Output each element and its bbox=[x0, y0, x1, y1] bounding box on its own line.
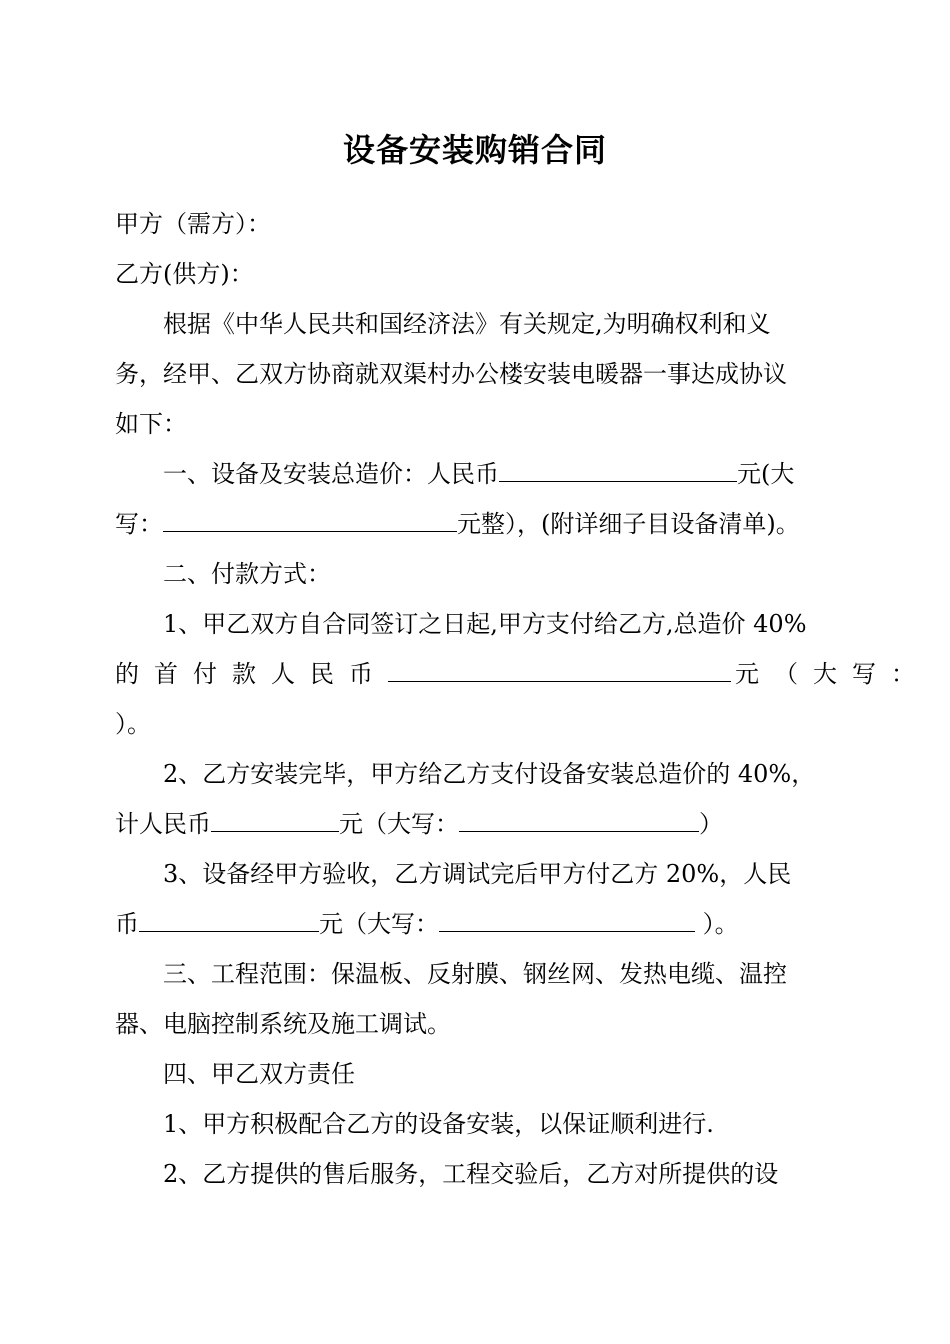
section-2-heading: 二、付款方式： bbox=[163, 560, 331, 588]
payment-2-close: ） bbox=[699, 810, 723, 838]
party-b-label: 乙方(供方)： bbox=[115, 260, 254, 288]
intro-line-2: 务，经甲、乙双方协商就双渠村办公楼安装电暖器一事达成协议 bbox=[115, 360, 787, 388]
section-1-line-2 bbox=[115, 507, 800, 541]
payment-3-line-2 bbox=[115, 907, 739, 941]
payment-1-line-2 bbox=[115, 657, 930, 691]
payment-1-line-1: 1、甲乙双方自合同签订之日起,甲方支付给乙方,总造价 40% bbox=[163, 610, 807, 638]
responsibility-item-2: 2、乙方提供的售后服务，工程交验后，乙方对所提供的设 bbox=[163, 1160, 779, 1188]
section-3-line-2: 器、电脑控制系统及施工调试。 bbox=[115, 1010, 451, 1038]
payment-3-amount-blank[interactable] bbox=[139, 907, 319, 932]
amount-in-words-label: 写： bbox=[115, 510, 163, 538]
payment-1-line-3: ）。 bbox=[115, 710, 151, 738]
document-title: 设备安装购销合同 bbox=[342, 131, 607, 169]
down-payment-unit: 元（大写： bbox=[735, 660, 930, 688]
total-price-label: 一、设备及安装总造价：人民币 bbox=[163, 460, 499, 488]
payment-3-close: ）。 bbox=[695, 910, 739, 938]
payment-3-words-label: 元（大写： bbox=[319, 910, 439, 938]
payment-3-words-blank[interactable] bbox=[439, 907, 695, 932]
section-1-tail: 元整），(附详细子目设备清单)。 bbox=[457, 510, 800, 538]
intro-line-3: 如下： bbox=[115, 410, 187, 438]
total-price-blank[interactable] bbox=[499, 457, 737, 482]
responsibility-item-1: 1、甲方积极配合乙方的设备安装，以保证顺利进行. bbox=[163, 1110, 714, 1138]
payment-2-amount-blank[interactable] bbox=[211, 807, 339, 832]
down-payment-blank[interactable] bbox=[388, 657, 731, 682]
section-4-heading: 四、甲乙双方责任 bbox=[163, 1060, 355, 1088]
payment-2-words-blank[interactable] bbox=[459, 807, 699, 832]
payment-2-line-1: 2、乙方安装完毕，甲方给乙方支付设备安装总造价的 40%， bbox=[163, 760, 816, 788]
down-payment-label: 的首付款人民币 bbox=[115, 660, 388, 688]
payment-2-line-2 bbox=[115, 807, 723, 841]
payment-2-label: 计人民币 bbox=[115, 810, 211, 838]
section-1-line-1 bbox=[163, 457, 794, 491]
total-price-unit: 元(大 bbox=[737, 460, 795, 488]
payment-2-words-label: 元（大写： bbox=[339, 810, 459, 838]
amount-in-words-blank[interactable] bbox=[163, 507, 457, 532]
payment-3-label: 币 bbox=[115, 910, 139, 938]
party-a-label: 甲方（需方）： bbox=[115, 210, 271, 238]
payment-3-line-1: 3、设备经甲方验收，乙方调试完后甲方付乙方 20%，人民 bbox=[163, 860, 792, 888]
intro-line-1: 根据《中华人民共和国经济法》有关规定,为明确权利和义 bbox=[163, 310, 771, 338]
section-3-line-1: 三、工程范围：保温板、反射膜、钢丝网、发热电缆、温控 bbox=[163, 960, 787, 988]
